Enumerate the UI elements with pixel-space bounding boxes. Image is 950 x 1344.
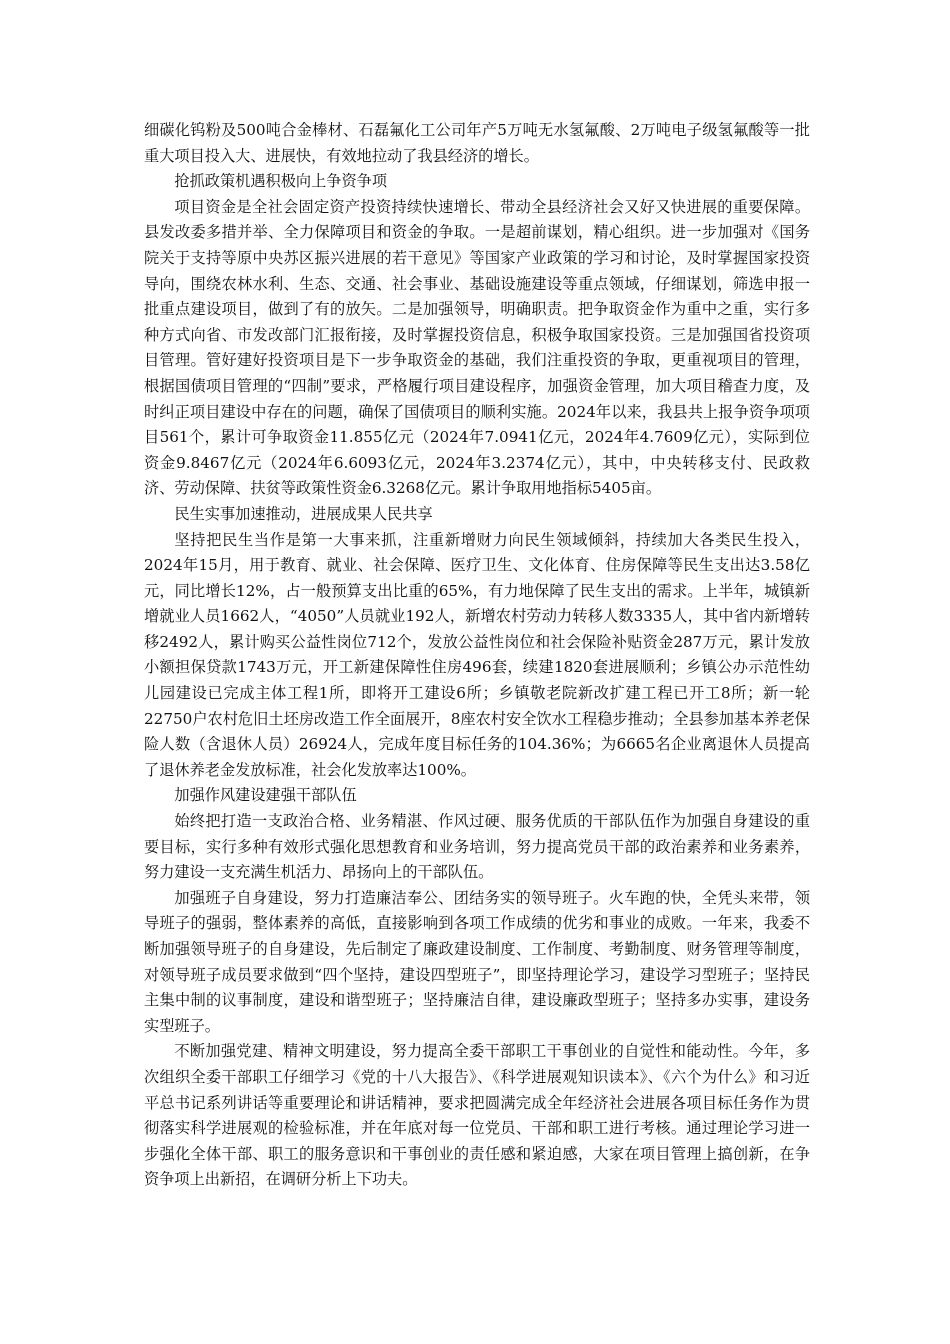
paragraph-continuation: 细碳化钨粉及500吨合金棒材、石磊氟化工公司年产5万吨无水氢氟酸、2万吨电子级氢氟酸等一批重大项目投入大、进展快，有效地拉动了我县经济的增长。 xyxy=(144,121,810,165)
section-heading-funding: 抢抓政策机遇积极向上争资争项 xyxy=(174,172,388,191)
paragraph-cadre-intro: 始终把打造一支政治合格、业务精湛、作风过硬、服务优质的干部队伍作为加强自身建设的重要目标，实行多种有效形式强化思想教育和业务培训，努力提高党员干部的政治素养和业务素养，努力建设一支充满生机活力、昂扬向上的干部队伍。 xyxy=(144,812,810,882)
document-page xyxy=(144,118,810,1193)
section-heading-cadre: 加强作风建设建强干部队伍 xyxy=(174,786,357,805)
section-heading-livelihood: 民生实事加速推动，进展成果人民共享 xyxy=(174,504,433,523)
paragraph-funding: 项目资金是全社会固定资产投资持续快速增长、带动全县经济社会又好又快进展的重要保障。县发改委多措并举、全力保障项目和资金的争取。一是超前谋划，精心组织。进一步加强对《国务院关于支持等原中央苏区振兴进展的若干意见》等国家产业政策的学习和讨论，及时掌握国家投资导向，围绕农林水利、生态、交通、社会事业、基础设施建设等重点领域，仔细谋划，筛选申报一批重点建设项目，做到了有的放矢。二是加强领导，明确职责。把争取资金作为重中之重，实行多种方式向省、市发改部门汇报衔接，及时掌握投资信息，积极争取国家投资。三是加强国省投资项目管理。管好建好投资项目是下一步争取资金的基础，我们注重投资的争取，更重视项目的管理，根据国债项目管理的“四制”要求，严格履行项目建设程序，加强资金管理，加大项目稽查力度，及时纠正项目建设中存在的问题，确保了国债项目的顺利实施。2024年以来，我县共上报争资争项项目561个，累计可争取资金11.855亿元（2024年7.0941亿元，2024年4.7609亿元），实际到位资金9.8467亿元（2024年6.6093亿元，2024年3.2374亿元），其中，中央转移支付、民政救济、劳动保障、扶贫等政策性资金6.3268亿元。累计争取用地指标5405亩。 xyxy=(144,197,810,498)
paragraph-party-building: 不断加强党建、精神文明建设，努力提高全委干部职工干事创业的自觉性和能动性。今年，多次组织全委干部职工仔细学习《党的十八大报告》、《科学进展观知识读本》、《六个为什么》和习近平总书记系列讲话等重要理论和讲话精神，要求把圆满完成全年经济社会进展各项目标任务作为贯彻落实科学进展观的检验标准，并在年底对每一位党员、干部和职工进行考核。通过理论学习进一步强化全体干部、职工的服务意识和干事创业的责任感和紧迫感，大家在项目管理上搞创新，在争资争项上出新招，在调研分析上下功夫。 xyxy=(144,1042,810,1189)
paragraph-leadership: 加强班子自身建设，努力打造廉洁奉公、团结务实的领导班子。火车跑的快，全凭头来带，领导班子的强弱，整体素养的高低，直接影响到各项工作成绩的优劣和事业的成败。一年来，我委不断加强领导班子的自身建设，先后制定了廉政建设制度、工作制度、考勤制度、财务管理等制度，对领导班子成员要求做到“四个坚持，建设四型班子”，即坚持理论学习，建设学习型班子；坚持民主集中制的议事制度，建设和谐型班子；坚持廉洁自律，建设廉政型班子；坚持多办实事，建设务实型班子。 xyxy=(144,888,810,1035)
paragraph-livelihood: 坚持把民生当作是第一大事来抓，注重新增财力向民生领域倾斜，持续加大各类民生投入，2024年15月，用于教育、就业、社会保障、医疗卫生、文化体育、住房保障等民生支出达3.58亿元，同比增长12%，占一般预算支出比重的65%，有力地保障了民生支出的需求。上半年，城镇新增就业人员1662人，“4050”人员就业192人，新增农村劳动力转移人数3335人，其中省内新增转移2492人，累计购买公益性岗位712个，发放公益性岗位和社会保险补贴资金287万元，累计发放小额担保贷款1743万元，开工新建保障性住房496套，续建1820套进展顺利；乡镇公办示范性幼儿园建设已完成主体工程1所，即将开工建设6所；乡镇敬老院新改扩建工程已开工8所；新一轮22750户农村危旧土坯房改造工作全面展开，8座农村安全饮水工程稳步推动；全县参加基本养老保险人数（含退休人员）26924人，完成年度目标任务的104.36%；为6665名企业离退休人员提高了退休养老金发放标准，社会化发放率达100%。 xyxy=(144,530,810,779)
